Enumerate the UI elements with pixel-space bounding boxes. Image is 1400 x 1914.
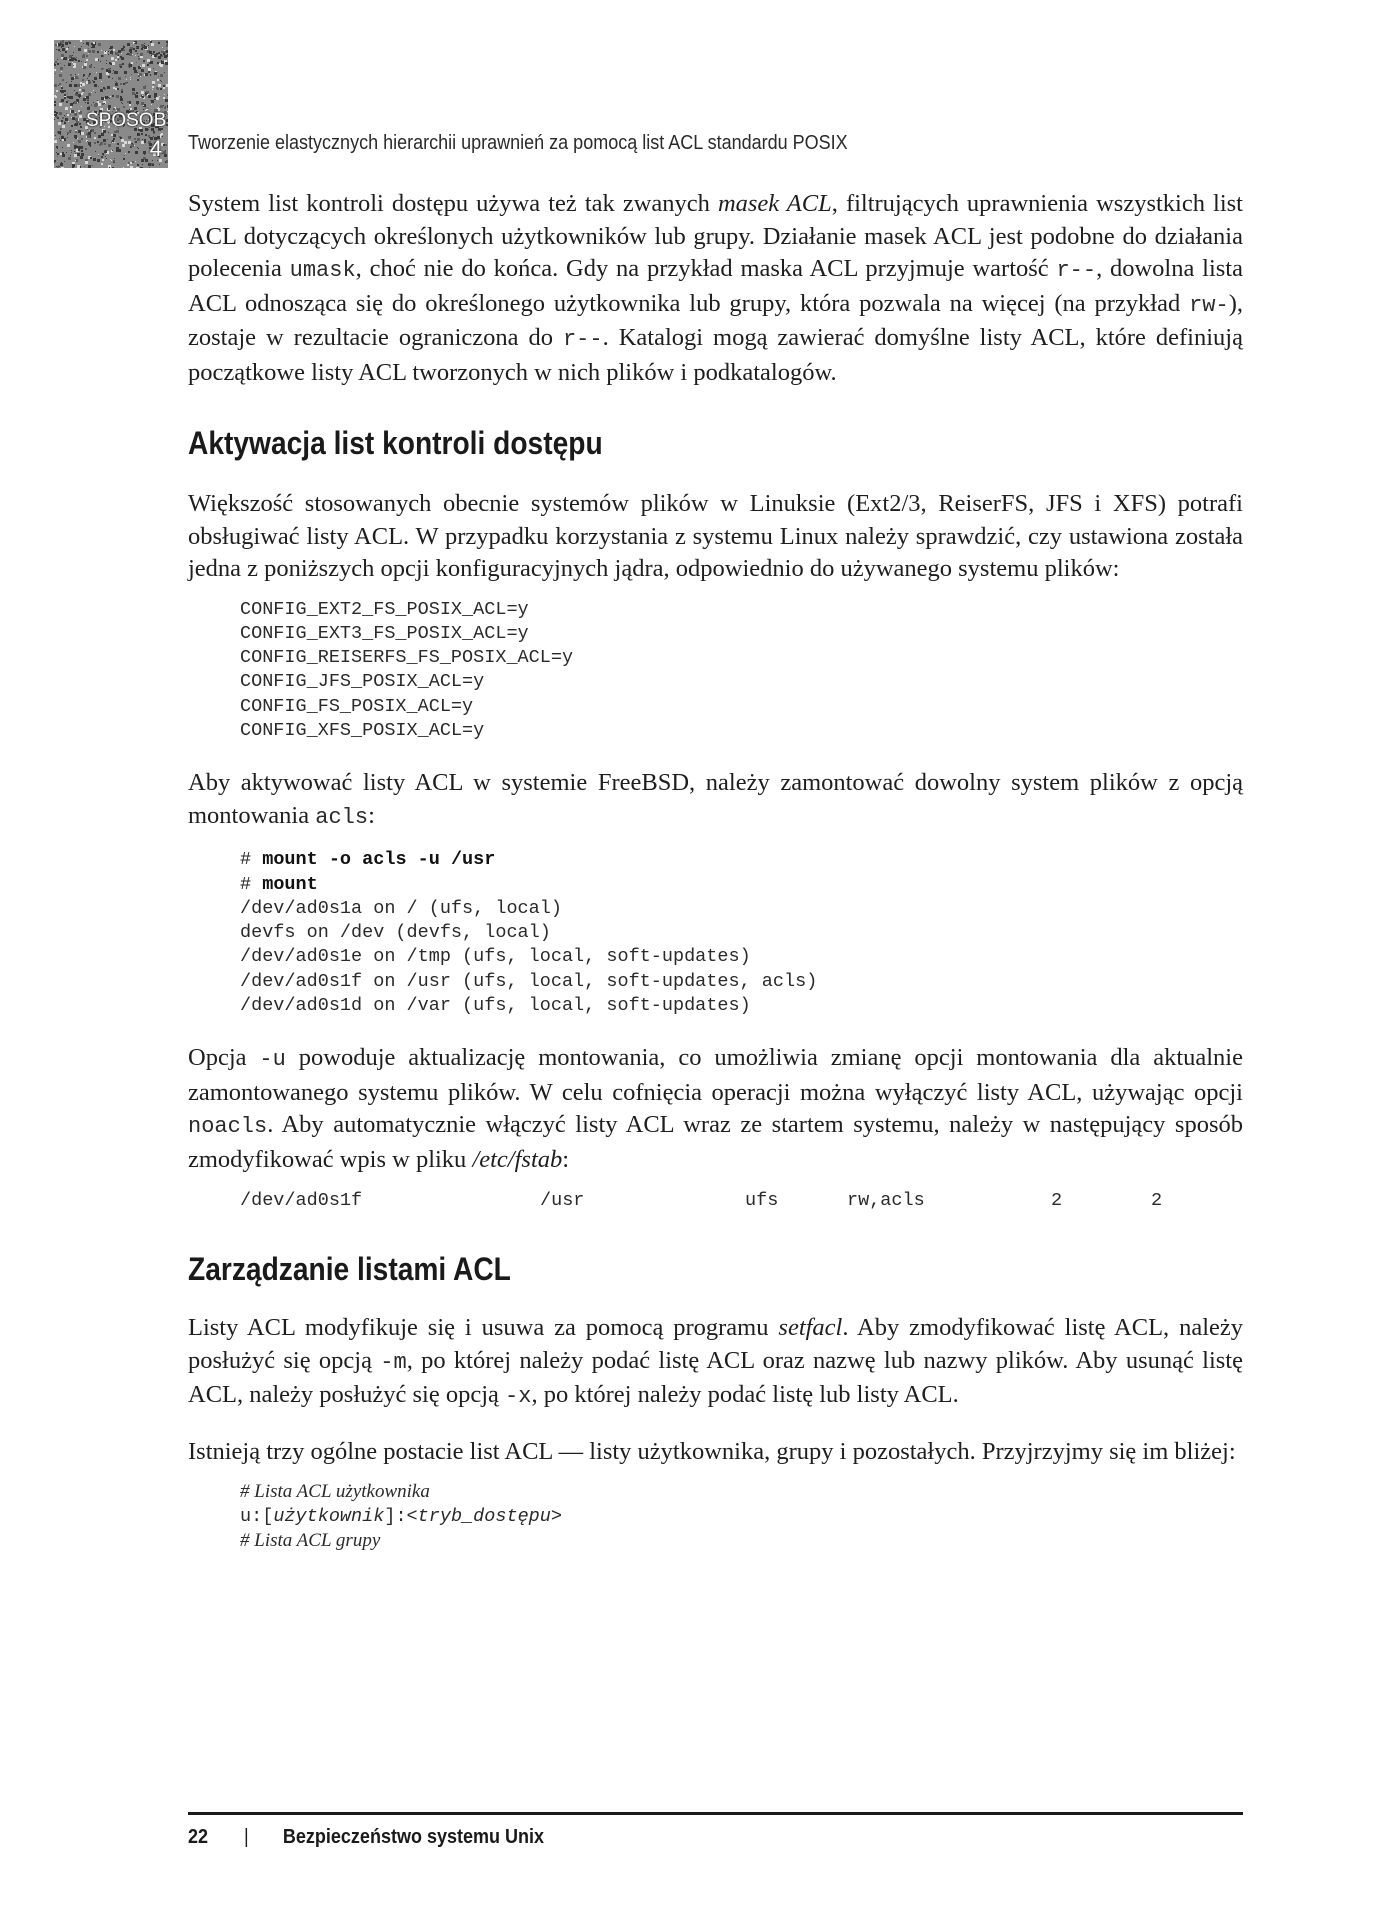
- book-title: Bezpieczeństwo systemu Unix: [282, 1826, 544, 1848]
- option-u-paragraph: Opcja -u powoduje aktualizację montowania, co umożliwia zmianę opcji montowania dla aktualnie zamontowanego systemu plików. W celu cofnięcia operacji można wyłączyć listy ACL, używając opcji noacls. Aby automatycznie włączyć listy ACL wraz ze startem systemu, należy w następujący sposób zmodyfikować wpis w pliku /etc/fstab:: [188, 1044, 1243, 1173]
- kernel-config-listing: [188, 598, 1243, 744]
- activation-paragraph: Większość stosowanych obecnie systemów plików w Linuksie (Ext2/3, ReiserFS, JFS i XFS) potrafi obsługiwać listy ACL. W przypadku korzystania z systemu Linux należy sprawdzić, czy ustawiona została jedna z poniższych opcji konfiguracyjnych jądra, odpowiednio do używanego systemu plików:: [188, 490, 1243, 582]
- freebsd-paragraph: Aby aktywować listy ACL w systemie FreeBSD, należy zamontować dowolny system plików z opcją montowania acls:: [188, 769, 1243, 830]
- page-number: 22: [188, 1826, 209, 1848]
- code-line: /dev/ad0s1f on /usr (ufs, local, soft-updates, acls): [240, 970, 818, 992]
- acl-forms-paragraph: Istnieją trzy ogólne postacie list ACL — listy użytkownika, grupy i pozostałych. Przyjrzyjmy się im bliżej:: [188, 1437, 1236, 1465]
- code-line: CONFIG_JFS_POSIX_ACL=y: [240, 671, 485, 693]
- code-line: CONFIG_EXT3_FS_POSIX_ACL=y: [240, 622, 529, 644]
- code-comment: # Lista ACL grupy: [240, 1529, 381, 1551]
- running-header: Tworzenie elastycznych hierarchii uprawnień za pomocą list ACL standardu POSIX: [188, 132, 848, 154]
- code-comment: # Lista ACL użytkownika: [240, 1481, 430, 1503]
- chapter-badge: [54, 40, 168, 168]
- code-line: /dev/ad0s1e on /tmp (ufs, local, soft-updates): [240, 946, 751, 968]
- footer-rule: [188, 1812, 1243, 1815]
- code-line: u:[użytkownik]:<tryb_dostępu>: [240, 1505, 562, 1527]
- code-line: /dev/ad0s1d on /var (ufs, local, soft-updates): [240, 995, 751, 1017]
- page-content: [188, 184, 1243, 1553]
- badge-label: SPOSÓB: [86, 110, 167, 131]
- badge-number: 4: [149, 136, 162, 161]
- page-footer: [188, 1826, 544, 1849]
- code-line: /dev/ad0s1a on / (ufs, local): [240, 897, 562, 919]
- code-line: CONFIG_XFS_POSIX_ACL=y: [240, 719, 485, 741]
- intro-paragraph: System list kontroli dostępu używa też tak zwanych masek ACL, filtrujących uprawnienia wszystkich list ACL dotyczących określonych użytkowników lub grupy. Działanie masek ACL jest podobne do działania polecenia umask, choć nie do końca. Gdy na przykład maska ACL przyjmuje wartość r--, dowolna lista ACL odnosząca się do określonego użytkownika lub grupy, która pozwala na więcej (na przykład rw-), zostaje w rezultacie ograniczona do r--. Katalogi mogą zawierać domyślne listy ACL, które definiują początkowe listy ACL tworzonych w nich plików i podkatalogów.: [188, 190, 1243, 386]
- code-line: CONFIG_EXT2_FS_POSIX_ACL=y: [240, 598, 529, 620]
- fstab-mountpoint: /usr: [540, 1190, 585, 1212]
- setfacl-paragraph: Listy ACL modyfikuje się i usuwa za pomocą programu setfacl. Aby zmodyfikować listę ACL, należy posłużyć się opcją -m, po której należy podać listę ACL oraz nazwę lub nazwy plików. Aby usunąć listę ACL, należy posłużyć się opcją -x, po której należy podać listę lub listy ACL.: [188, 1314, 1243, 1410]
- code-line: # mount: [240, 873, 318, 895]
- mount-listing: [188, 848, 1243, 1018]
- fstab-pass: 2: [1151, 1190, 1163, 1212]
- code-line: CONFIG_REISERFS_FS_POSIX_ACL=y: [240, 647, 574, 669]
- code-line: CONFIG_FS_POSIX_ACL=y: [240, 695, 474, 717]
- footer-separator: |: [244, 1826, 249, 1848]
- fstab-dump: 2: [1051, 1190, 1063, 1212]
- section-heading-activation: Aktywacja list kontroli dostępu: [188, 425, 603, 461]
- fstab-options: rw,acls: [847, 1190, 925, 1212]
- code-line: # mount -o acls -u /usr: [240, 849, 496, 871]
- acl-syntax-listing: [188, 1480, 1243, 1553]
- fstab-type: ufs: [745, 1190, 779, 1212]
- section-heading-management: Zarządzanie listami ACL: [188, 1251, 511, 1288]
- fstab-device: /dev/ad0s1f: [240, 1190, 363, 1212]
- fstab-entry: [188, 1190, 1243, 1211]
- code-line: devfs on /dev (devfs, local): [240, 922, 551, 944]
